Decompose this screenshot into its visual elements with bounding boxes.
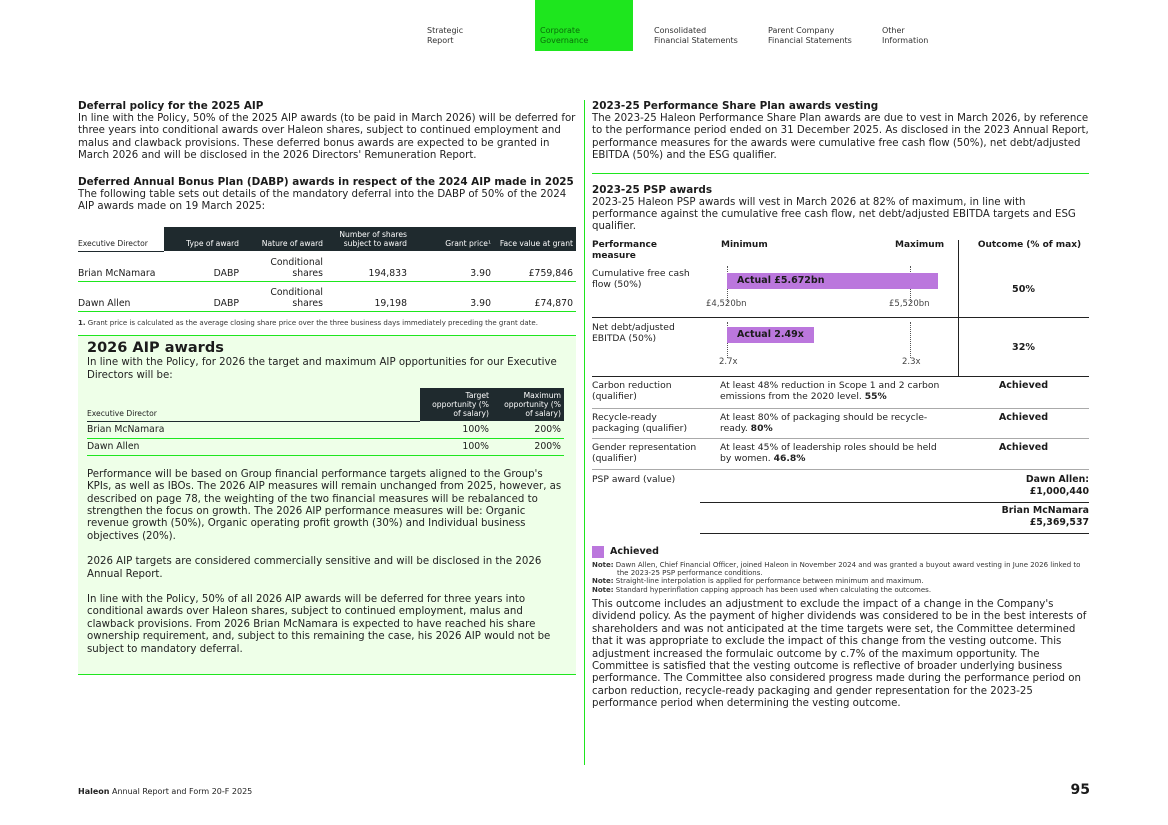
header-performance-measure: Performance measure [592, 239, 657, 261]
row-divider [700, 502, 1089, 503]
dabp-header-nature: Nature of award [242, 227, 326, 251]
recycle-label: Recycle-ready packaging (qualifier) [592, 411, 688, 435]
page-number: 95 [1070, 782, 1090, 798]
dabp-cell-shares: 194,833 [326, 251, 410, 281]
legend-label: Achieved [610, 546, 659, 558]
dabp-cell-value: £74,870 [494, 281, 576, 311]
outcome-paragraph: This outcome includes an adjustment to exclude the impact of a change in the Company's dividend policy. As the payment of higher dividends was considered to be in the best interests of shareholders and was not anticipated at the time targets were set, the Committee determined that it was appropriate to exclude the impact of this change from the vesting outcome. This adjustment increased the formulaic outcome by c.7% of the maximum opportunity. The Committee is satisfied that the vesting outcome is reflective of broader underlying business performance. The Committee also considered progress made during the performance period on carbon reduction, recycle-ready packaging and gender representation for the 2023-25 performance period when determining the vesting outcome. [592, 599, 1087, 710]
dabp-footnote: 1. Grant price is calculated as the average closing share price over the three business days immediately preceding the grant date. [78, 318, 538, 327]
aip-cell-max: 200% [492, 438, 564, 455]
dabp-cell-value: £759,846 [494, 251, 576, 281]
dabp-heading: Deferred Annual Bonus Plan (DABP) awards in respect of the 2024 AIP made in 2025 [78, 175, 574, 188]
aip-cell-max: 200% [492, 421, 564, 438]
psp-intro: 2023-25 Haleon PSP awards will vest in March 2026 at 82% of maximum, in line with performance against the cumulative free cash flow, net debt/adjusted EBITDA targets and ESG qualifier. [592, 196, 1076, 233]
dabp-header-type: Type of award [164, 227, 242, 251]
psp-value-label: PSP award (value) [592, 473, 676, 485]
aip-header-director: Executive Director [87, 388, 420, 421]
table-row [87, 421, 564, 438]
nav-corporate-governance[interactable]: Corporate Governance [535, 0, 633, 51]
note-item: Note: Straight-line interpolation is applied for performance between minimum and maximum. [592, 577, 924, 586]
nd-actual-bar: Actual 2.49x [727, 327, 814, 343]
dabp-cell-price: 3.90 [410, 251, 494, 281]
left-column [78, 100, 576, 675]
row-divider [592, 317, 1089, 318]
dabp-cell-name: Dawn Allen [78, 281, 164, 311]
dabp-cell-type: DABP [164, 281, 242, 311]
dabp-intro: The following table sets out details of the mandatory deferral into the DABP of 50% of the 2024 AIP awards made on 19 March 2025: [78, 188, 567, 213]
gender-outcome: Achieved [998, 441, 1049, 453]
row-divider [700, 533, 1089, 534]
right-column [592, 100, 1089, 711]
aip-table [87, 388, 564, 456]
nav-consolidated-financial-statements[interactable]: Consolidated Financial Statements [654, 26, 738, 45]
carbon-label: Carbon reduction (qualifier) [592, 379, 672, 403]
dabp-cell-nature: Conditional shares [242, 281, 326, 311]
recycle-outcome: Achieved [998, 411, 1049, 423]
brian-award: Brian McNamara £5,369,537 [1001, 504, 1089, 528]
psp-performance-table [592, 240, 1089, 538]
aip-cell-target: 100% [420, 438, 492, 455]
dawn-award: Dawn Allen: £1,000,440 [1025, 473, 1089, 497]
nd-max-label: 2.3x [902, 356, 921, 367]
legend-swatch [592, 546, 604, 558]
fcf-min-label: £4,520bn [706, 298, 747, 309]
nd-max-tick [910, 322, 911, 358]
dabp-cell-name: Brian McNamara [78, 251, 164, 281]
recycle-criteria: At least 80% of packaging should be recycle-ready. 80% [720, 411, 928, 435]
deferral-policy-heading: Deferral policy for the 2025 AIP [78, 100, 264, 112]
footer-document-title: Haleon Annual Report and Form 20-F 2025 [78, 787, 253, 796]
dabp-cell-nature: Conditional shares [242, 251, 326, 281]
row-divider [592, 376, 1089, 377]
carbon-outcome: Achieved [998, 379, 1049, 391]
nd-outcome: 32% [1012, 341, 1035, 353]
note-item: Note: Dawn Allen, Chief Financial Officer, joined Haleon in November 2024 and was granted a buyout award vesting in June 2026 linked to the 2023-25 PSP performance conditions. [592, 560, 1081, 578]
aip-2026-intro: In line with the Policy, for 2026 the target and maximum AIP opportunities for our Executive Directors will be: [87, 357, 557, 381]
dabp-header-director: Executive Director [78, 227, 164, 251]
aip-2026-heading: 2026 AIP awards [87, 340, 224, 357]
row-divider [592, 469, 1089, 470]
note-item: Note: Standard hyperinflation capping approach has been used when calculating the outcomes. [592, 585, 932, 594]
aip-header-max: Maximum opportunity (% of salary) [492, 388, 564, 421]
aip-cell-name: Brian McNamara [87, 421, 420, 438]
outcome-divider [958, 240, 959, 376]
fcf-max-label: £5,520bn [889, 298, 930, 309]
aip-deferral-paragraph: In line with the Policy, 50% of all 2026 AIP awards will be deferred for three years into conditional awards over Haleon shares, subject to continued employment, malus and clawback provisions. From 2026 Brian McNamara is expected to have reached his share ownership requirement, and, subject to this remaining the case, his 2026 AIP would not be subject to mandatory deferral. [87, 594, 551, 655]
gender-label: Gender representation (qualifier) [592, 441, 697, 465]
vesting-heading: 2023-25 Performance Share Plan awards vesting [592, 100, 879, 112]
row-divider [592, 438, 1089, 439]
nav-parent-company-financial-statements[interactable]: Parent Company Financial Statements [768, 26, 852, 45]
vesting-section [592, 100, 1089, 174]
header-maximum: Maximum [895, 239, 945, 250]
dabp-cell-price: 3.90 [410, 281, 494, 311]
header-minimum: Minimum [721, 239, 768, 250]
dabp-cell-shares: 19,198 [326, 281, 410, 311]
table-row [78, 251, 576, 281]
legend [592, 546, 1089, 558]
fcf-label: Cumulative free cash flow (50%) [592, 267, 690, 291]
nav-strategic-report[interactable]: Strategic Report [427, 26, 464, 45]
aip-2026-box [78, 335, 576, 675]
aip-cell-target: 100% [420, 421, 492, 438]
dabp-header-shares: Number of shares subject to award [326, 227, 410, 251]
column-divider [584, 100, 585, 765]
nav-other-information[interactable]: Other Information [882, 26, 929, 45]
dabp-table [78, 227, 576, 312]
dabp-cell-type: DABP [164, 251, 242, 281]
gender-criteria: At least 45% of leadership roles should be held by women. 46.8% [720, 441, 937, 465]
header-outcome: Outcome (% of max) [977, 239, 1082, 250]
carbon-criteria: At least 48% reduction in Scope 1 and 2 carbon emissions from the 2020 level. 55% [720, 379, 940, 403]
dabp-header-price: Grant price¹ [410, 227, 494, 251]
table-row [78, 281, 576, 311]
fcf-actual-bar: Actual £5.672bn [727, 273, 938, 289]
aip-cell-name: Dawn Allen [87, 438, 420, 455]
dabp-header-value: Face value at grant [494, 227, 576, 251]
net-debt-label: Net debt/adjusted EBITDA (50%) [592, 321, 675, 345]
fcf-outcome: 50% [1012, 283, 1035, 295]
aip-header-target: Target opportunity (% of salary) [420, 388, 492, 421]
vesting-text: The 2023-25 Haleon Performance Share Plan awards are due to vest in March 2026, by reference to the performance period ended on 31 December 2025. As disclosed in the 2023 Annual Report, performance measures for the awards were cumulative free cash flow (50%), net debt/adjusted EBITDA (50%) and the ESG qualifier. [592, 113, 1089, 162]
psp-notes [592, 561, 1089, 594]
table-row [87, 438, 564, 455]
nd-min-label: 2.7x [719, 356, 738, 367]
aip-targets-paragraph: 2026 AIP targets are considered commercially sensitive and will be disclosed in the 2026 Annual Report. [87, 556, 542, 580]
aip-performance-paragraph: Performance will be based on Group financial performance targets aligned to the Group's KPIs, as well as IBOs. The 2026 AIP measures will remain unchanged from 2025, however, as described on page 78, the weighting of the two financial measures will be rebalanced to strengthen the focus on growth. The 2026 AIP performance measures will be: Organic revenue growth (50%), Organic operating profit growth (30%) and Individual business objectives (20%). [87, 468, 562, 542]
deferral-policy-text: In line with the Policy, 50% of the 2025 AIP awards (to be paid in March 2026) will be deferred for three years into conditional awards over Haleon shares, subject to continued employment and malus and clawback provisions. These deferred bonus awards are expected to be granted in March 2026 and will be disclosed in the 2026 Directors' Remuneration Report. [78, 113, 576, 162]
row-divider [592, 408, 1089, 409]
top-navigation [0, 0, 1168, 52]
psp-heading: 2023-25 PSP awards [592, 183, 713, 196]
